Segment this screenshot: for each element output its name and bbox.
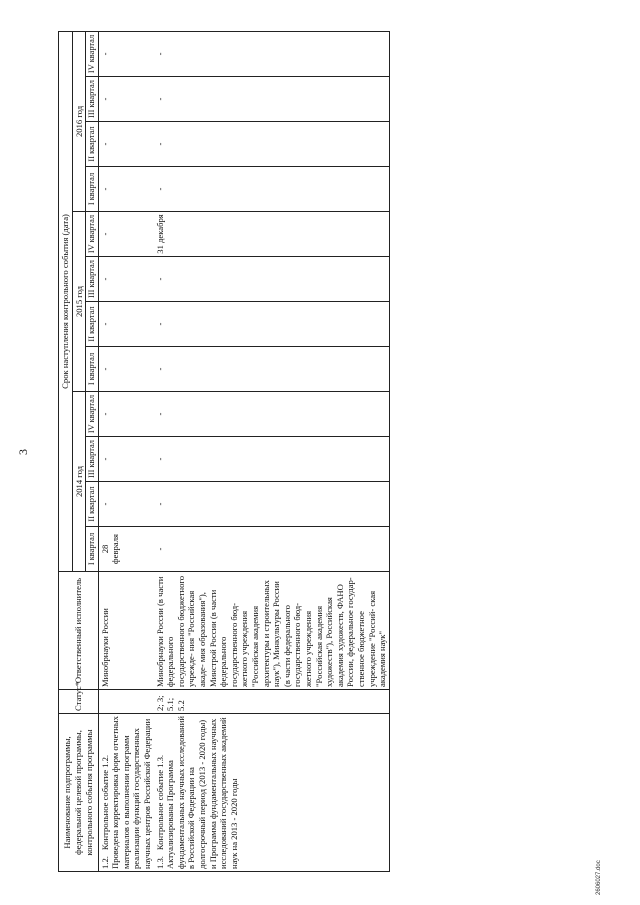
event-name: Контрольное событие 1.3. Актуализированы Программа фундаментальных научных исследований в Российской Федерации на долгосрочный период (2013 - 2020 годы) и Программа фундаментальных научных исследований государственных академий наук на 2013 - 2020 годы <box>154 716 239 869</box>
header-quarter: IV квартал <box>86 392 99 437</box>
table-row <box>154 31 390 871</box>
header-year: 2016 год <box>72 31 86 211</box>
header-quarter: II квартал <box>86 482 99 527</box>
row-number: 1.2. <box>99 856 110 869</box>
header-name: Наименование подпрограммы, федеральной целевой программы, контрольного события программы <box>59 714 99 872</box>
date-cell: - <box>98 77 153 122</box>
header-quarter: I квартал <box>86 527 99 572</box>
header-year: 2014 год <box>72 392 86 572</box>
rotated-page <box>16 32 598 872</box>
date-cell: 31 декабря <box>154 212 390 257</box>
page-number: 3 <box>16 449 30 455</box>
date-cell: - <box>98 347 153 392</box>
responsible-cell: Минобрнауки России <box>98 572 153 690</box>
date-cell: - <box>154 257 390 302</box>
table-row <box>98 31 153 871</box>
date-cell: - <box>154 122 390 167</box>
date-cell: - <box>98 257 153 302</box>
header-status: Статус* <box>59 690 99 714</box>
document-footer: 2606027.doc <box>596 860 602 895</box>
date-cell: - <box>154 392 390 437</box>
status-cell <box>98 690 153 714</box>
date-cell: - <box>98 167 153 212</box>
header-responsible: Ответственный исполнитель <box>59 572 99 690</box>
date-cell: - <box>154 77 390 122</box>
header-quarter: IV квартал <box>86 212 99 257</box>
event-cell <box>154 714 390 872</box>
date-cell: - <box>154 167 390 212</box>
date-cell: - <box>98 31 153 76</box>
date-cell: - <box>98 122 153 167</box>
date-cell: - <box>98 482 153 527</box>
control-events-table <box>58 31 390 872</box>
responsible-cell: Минобрнауки России (в части федерального государственного бюджетного учрежде- ния "Российская акаде- мия образования"), Минстрой России (в части федерального государственного бюд- жетного учреждения "Российская академия архитектуры и строительных наук"), Минкультуры России (в части федерального государственного бюд- жетного учреждения "Российская академия художеств"), Российская академия художеств, ФАНО России, федеральное государ- ственное бюджетное учреждение "Россий- ская академия наук" <box>154 572 390 690</box>
date-cell: 28 февраля <box>98 527 153 572</box>
date-cell: - <box>98 437 153 482</box>
header-quarter: I квартал <box>86 347 99 392</box>
header-quarter: III квартал <box>86 257 99 302</box>
date-cell: - <box>98 392 153 437</box>
header-quarter: III квартал <box>86 77 99 122</box>
date-cell: - <box>154 347 390 392</box>
event-cell <box>98 714 153 872</box>
status-cell: 2; 3; 5.1; 5.2 <box>154 690 390 714</box>
date-cell: - <box>154 302 390 347</box>
date-cell: - <box>98 212 153 257</box>
date-cell: - <box>154 31 390 76</box>
row-number: 1.3. <box>154 856 165 869</box>
date-cell: - <box>154 527 390 572</box>
header-quarter: IV квартал <box>86 31 99 76</box>
date-cell: - <box>98 302 153 347</box>
header-quarter: II квартал <box>86 302 99 347</box>
header-quarter: II квартал <box>86 122 99 167</box>
event-name: Контрольное событие 1.2. Проведена корректировка форм отчетных материалов о выполнении программ реализации функций государственных научных центров Российской Федерации <box>99 716 153 869</box>
header-quarter: I квартал <box>86 167 99 212</box>
date-cell: - <box>154 482 390 527</box>
header-year: 2015 год <box>72 212 86 392</box>
date-cell: - <box>154 437 390 482</box>
header-quarter: III квартал <box>86 437 99 482</box>
header-deadline-group: Срок наступления контрольного события (дата) <box>59 31 73 571</box>
